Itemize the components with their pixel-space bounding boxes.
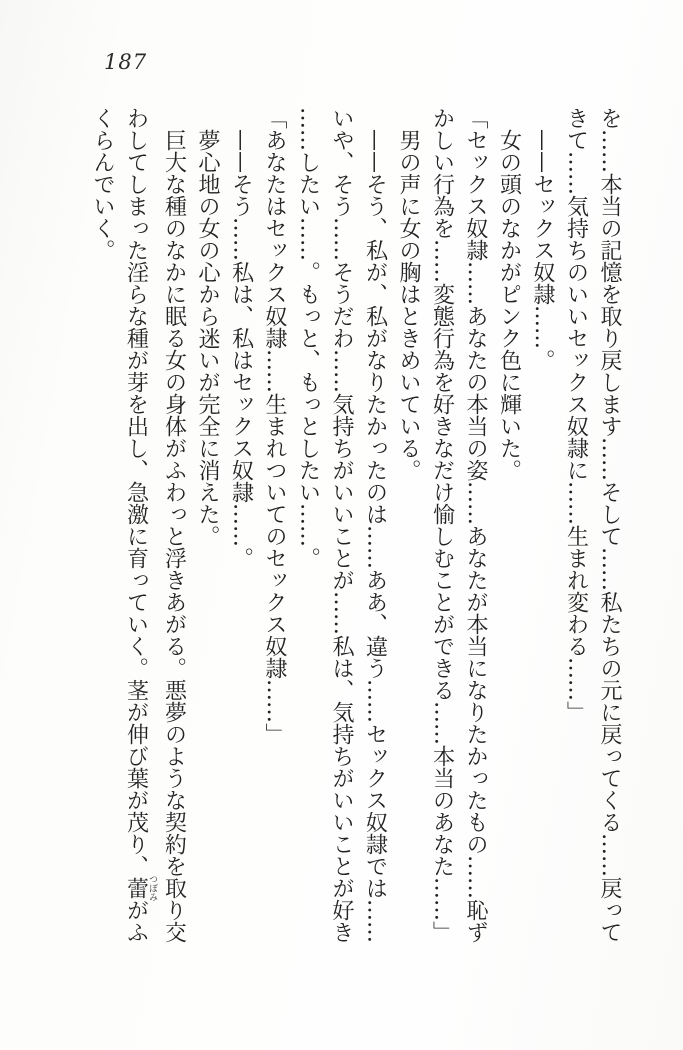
text-line: 巨大な種のなかに眠る女の身体がふわっと浮きあがる。悪夢のような契約を取り交	[161, 129, 187, 943]
text-line: ——そう、私が、私がなりたかったのは……ああ、違う……セックス奴隷では……	[362, 129, 388, 943]
text-line: 夢心地の女の心から迷いが完全に消えた。	[195, 129, 220, 547]
text-line: わしてしまった淫らな種が芽を出し、急激に育っていく。茎が伸び葉が茂り、蕾つぼみがふ	[123, 107, 157, 943]
text-line: 「セックス奴隷……あなたの本当の姿……あなたが本当になりたかったもの……恥ず	[463, 107, 488, 943]
text-line: ……したい……。もっと、もっとしたい……。	[295, 107, 321, 569]
text-line: 女の頭のなかがピンク色に輝いた。	[496, 129, 522, 481]
text-line: 「あなたはセックス奴隷……生まれついてのセックス奴隷……」	[262, 107, 287, 745]
text-line: を……本当の記憶を取り戻します……そして……私たちの元に戻ってくる……戻って	[597, 107, 622, 943]
text-line: いや、そう……そうだわ……気持ちがいいことが……私は、気持ちがいいことが好き	[329, 107, 354, 943]
text-line: きて……気持ちのいいセックス奴隷に……生まれ変わる……」	[563, 107, 589, 723]
furigana: 蕾つぼみ	[123, 874, 157, 902]
page-number: 187	[104, 50, 148, 74]
text-line: くらんでいく。	[90, 107, 115, 261]
text-line: かしい行為を……変態行為を好きなだけ愉しむことができる……本当のあなた……」	[429, 107, 455, 943]
text-line: ——セックス奴隷……。	[530, 129, 555, 371]
text-block	[86, 107, 627, 945]
text-line: ——そう……私は、私はセックス奴隷……。	[228, 129, 254, 569]
text-line: 男の声に女の胸はときめいている。	[396, 129, 421, 481]
